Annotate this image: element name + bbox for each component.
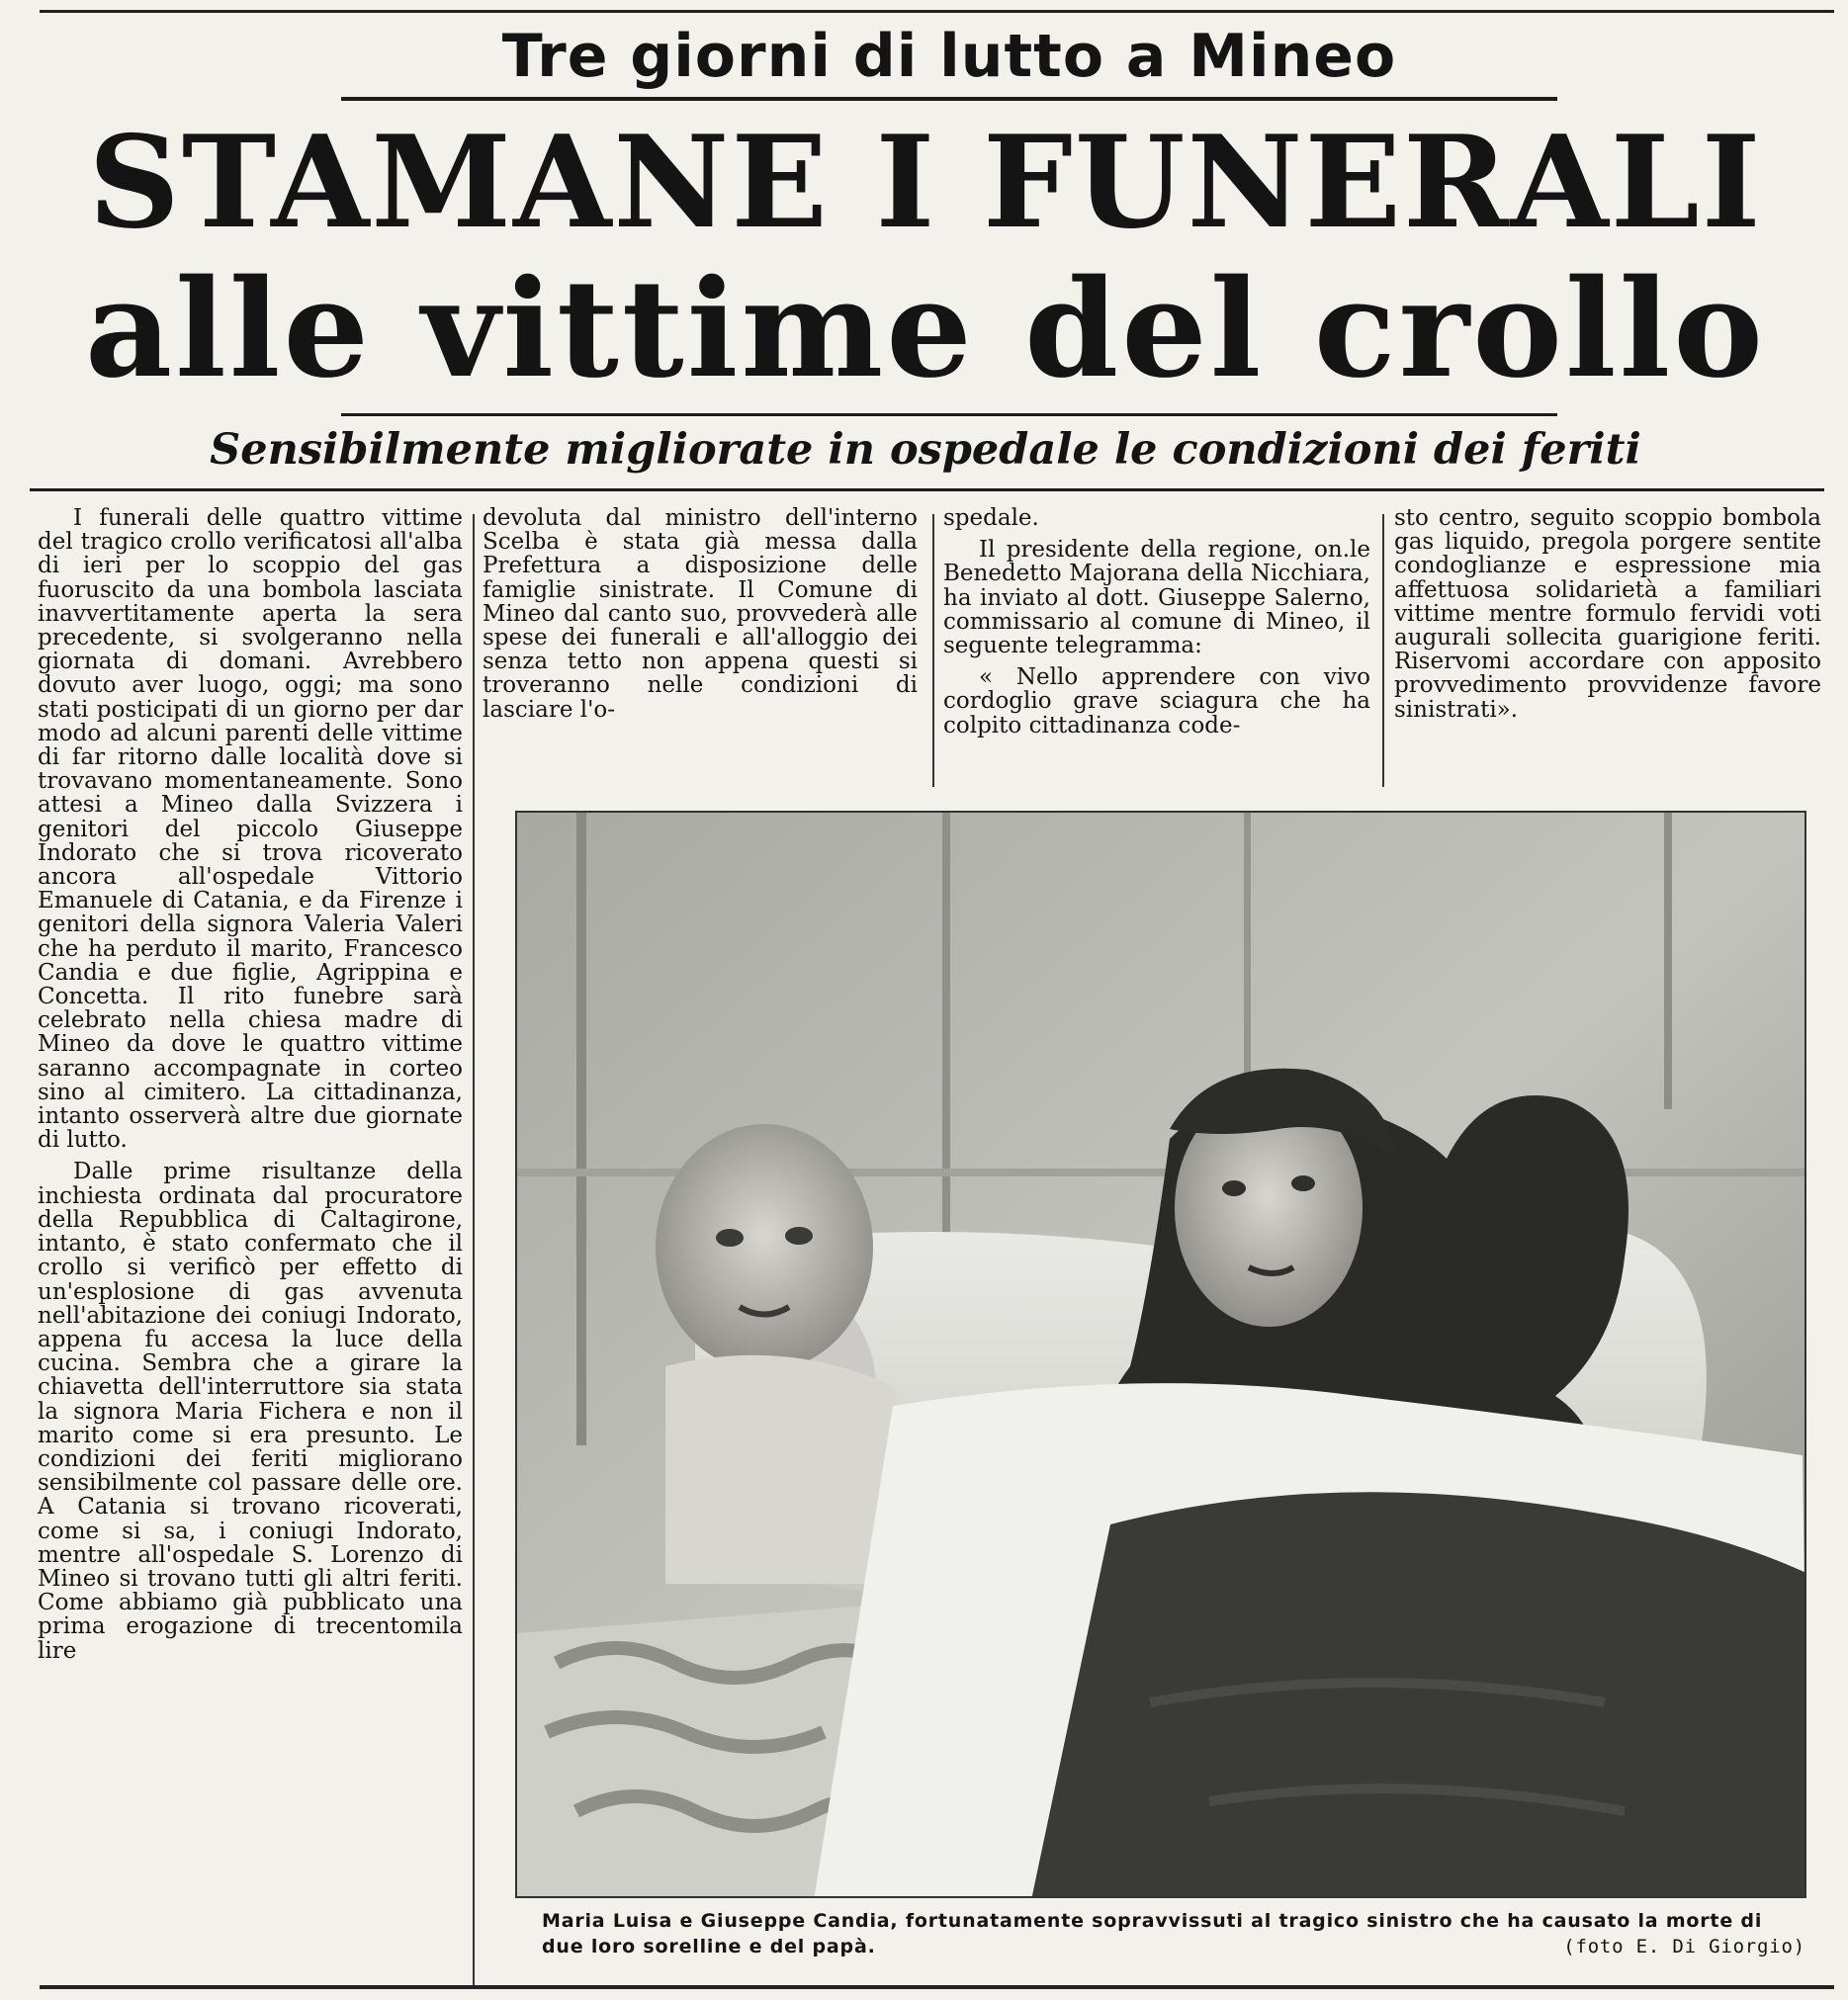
kicker-underline bbox=[341, 97, 1557, 101]
paragraph: devoluta dal ministro dell'interno Scelba è stata già messa dalla Prefettura a disposizione delle famiglie sinistrate. Il Comune di Mineo dal canto suo, provvederà alle spese dei funerali e all'alloggio dei senza tetto non appena questi si troveranno nelle condizioni di lasciare l'o- bbox=[483, 505, 918, 723]
column-divider bbox=[932, 514, 934, 787]
column-divider bbox=[473, 514, 475, 1987]
article-column-1 bbox=[38, 506, 463, 1671]
photo-caption bbox=[542, 1908, 1805, 1959]
subheadline-rule bbox=[30, 488, 1824, 491]
article-column-3 bbox=[943, 506, 1370, 745]
article-column-4 bbox=[1394, 506, 1821, 730]
paragraph: Il presidente della regione, on.le Benedetto Majorana della Nicchiara, ha inviato al dott. Giuseppe Salerno, commissario al comune di Mineo, il seguente telegramma: bbox=[943, 537, 1370, 659]
bottom-rule bbox=[40, 1985, 1834, 1989]
caption-text: Maria Luisa e Giuseppe Candia, fortunatamente sopravvissuti al tragico sinistro che ha causato la morte di due loro sorelline e del papà. bbox=[542, 1910, 1763, 1957]
paragraph: I funerali delle quattro vittime del tragico crollo verificatosi all'alba di ieri per lo scoppio del gas fuoruscito da una bombola lasciata inavvertitamente aperta la sera precedente, si svolgeranno nella giornata di domani. Avrebbero dovuto aver luogo, oggi; ma sono stati posticipati di un giorno per dar modo ad alcuni parenti delle vittime di far ritorno dalle località dove si trovavano momentaneamente. Sono attesi a Mineo dalla Svizzera i genitori del piccolo Giuseppe Indorato che si trova ricoverato ancora all'ospedale Vittorio Emanuele di Catania, e da Firenze i genitori della signora Valeria Valeri che ha perduto il marito, Francesco Candia e due figlie, Agrippina e Concetta. Il rito funebre sarà celebrato nella chiesa madre di Mineo da dove le quattro vittime saranno accompagnate in corteo sino al cimitero. La cittadinanza, intanto osserverà altre due giornate di lutto. bbox=[38, 505, 463, 1154]
paragraph: sto centro, seguito scoppio bombola gas liquido, pregola porgere sentite condoglianze e espressione mia affettuosa solidarietà a familiari vittime mentre formulo fervidi voti augurali sollecita guarigione feriti. Riservomi accordare con apposito provvedimento provvidenze favore sinistrati». bbox=[1394, 505, 1821, 723]
main-headline-line1: STAMANE I FUNERALI bbox=[88, 109, 1763, 257]
paragraph: Dalle prime risultanze della inchiesta ordinata dal procuratore della Repubblica di Caltagirone, intanto, è stato confermato che il crollo si verificò per effetto di un'esplosione di gas avvenuta nell'abitazione dei coniugi Indorato, appena fu accesa la luce della cucina. Sembra che a girare la chiavetta dell'interruttore sia stata la signora Maria Fichera e non il marito come si era presunto. Le condizioni dei feriti migliorano sensibilmente col passare delle ore. A Catania si trovano ricoverati, come si sa, i coniugi Indorato, mentre all'ospedale S. Lorenzo di Mineo si trovano tutti gli altri feriti. Come abbiamo già pubblicato una prima erogazione di trecentomila lire bbox=[38, 1159, 463, 1664]
article-column-2 bbox=[483, 506, 918, 730]
subheadline: Sensibilmente migliorate in ospedale le condizioni dei feriti bbox=[210, 425, 1641, 475]
main-headline-line2: alle vittime del crollo bbox=[85, 250, 1766, 408]
paragraph: « Nello apprendere con vivo cordoglio grave sciagura che ha colpito cittadinanza code- bbox=[943, 664, 1370, 739]
paragraph: spedale. bbox=[943, 505, 1039, 531]
top-rule bbox=[40, 10, 1834, 13]
news-photo bbox=[515, 811, 1806, 1898]
kicker-headline: Tre giorni di lutto a Mineo bbox=[501, 22, 1397, 91]
column-divider bbox=[1382, 514, 1384, 787]
photo-credit: (foto E. Di Giorgio) bbox=[1563, 1936, 1805, 1957]
photo-illustration bbox=[517, 813, 1806, 1898]
